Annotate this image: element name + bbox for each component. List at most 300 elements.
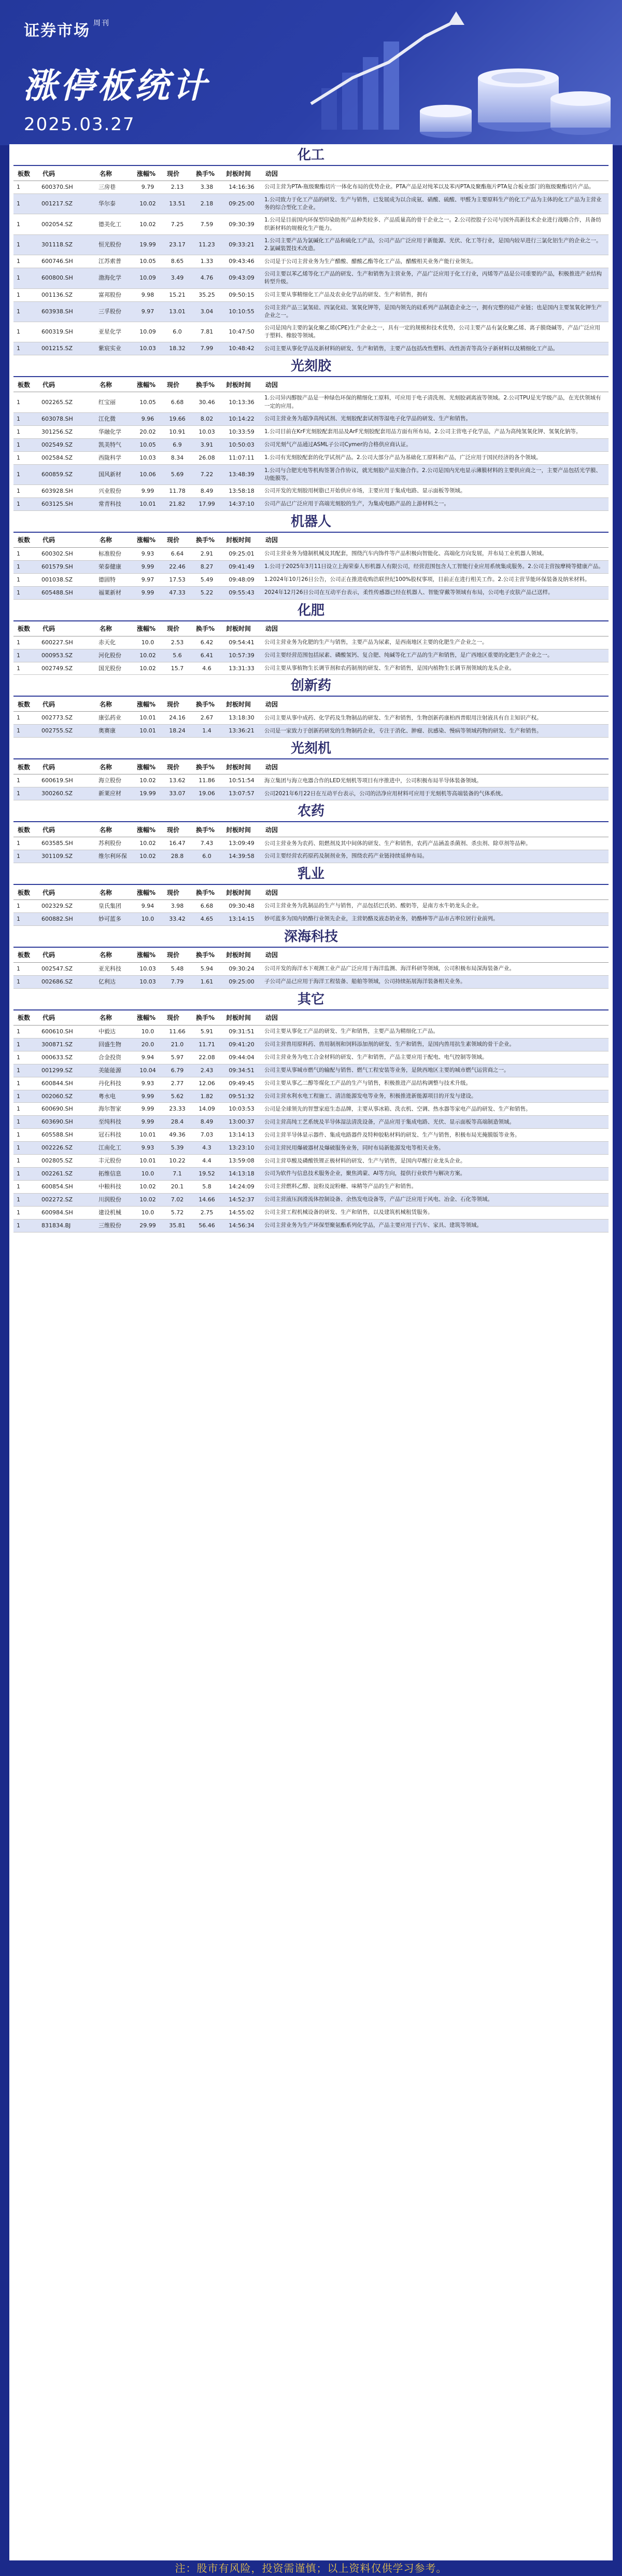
header-reason: 动因 — [261, 697, 609, 712]
cell-limit-time: 09:55:43 — [222, 586, 261, 599]
cell-turnover-pct: 3.38 — [192, 181, 222, 194]
cell-board-count: 1 — [13, 1090, 38, 1103]
stock-table — [13, 885, 609, 926]
cell-price: 6.0 — [163, 322, 192, 342]
cell-code: 600882.SH — [38, 913, 95, 926]
header-limit-time: 封板时间 — [222, 1010, 261, 1026]
cell-turnover-pct: 1.33 — [192, 255, 222, 268]
table-row — [13, 1168, 609, 1181]
cell-board-count: 1 — [13, 975, 38, 988]
cell-limit-time: 09:30:39 — [222, 214, 261, 234]
cell-code: 002686.SZ — [38, 975, 95, 988]
cell-code: 600844.SH — [38, 1077, 95, 1090]
cell-limit-time: 10:14:22 — [222, 412, 261, 425]
header-board-count: 板数 — [13, 885, 38, 900]
stock-table — [13, 377, 609, 511]
header-price: 现价 — [163, 759, 192, 774]
cell-change-pct: 19.99 — [133, 787, 163, 800]
cell-change-pct: 9.97 — [133, 301, 163, 322]
cell-board-count: 1 — [13, 425, 38, 438]
header-board-count: 板数 — [13, 377, 38, 392]
header-change-pct: 涨幅% — [133, 1010, 163, 1026]
section-title: 乳业 — [297, 866, 324, 882]
cell-limit-time: 10:57:39 — [222, 649, 261, 662]
section-title: 农药 — [297, 804, 324, 820]
section-title: 光刻胶 — [290, 358, 331, 375]
cell-reason: 公司主营业务为超净高纯试剂、光刻胶配套试剂等湿电子化学品的研发、生产和销售。 — [261, 412, 609, 425]
section-title: 化工 — [297, 147, 324, 163]
cell-stock-name: 紫宸实业 — [95, 342, 133, 355]
header-limit-time: 封板时间 — [222, 948, 261, 963]
table-row — [13, 1142, 609, 1155]
cell-stock-name: 新莱应材 — [95, 787, 133, 800]
section-title: 深海科技 — [284, 929, 338, 945]
cell-price: 15.21 — [163, 288, 192, 301]
cell-reason: 公司是全球领先的智慧家庭生态品牌，主要从事冰箱、洗衣机、空调、热水器等家电产品的研发、生产和销售。 — [261, 1103, 609, 1116]
cell-board-count: 1 — [13, 1051, 38, 1064]
cell-stock-name: 国风新材 — [95, 464, 133, 484]
cell-price: 7.25 — [163, 214, 192, 234]
cell-reason: 1.公司目前在KrF光刻胶配套用品及ArF光刻胶配套用品方面有所布局。2.公司主营电子化学品，产品为高纯氢氧化钾、氢氧化钠等。 — [261, 425, 609, 438]
cell-turnover-pct: 14.66 — [192, 1194, 222, 1207]
cell-limit-time: 14:13:18 — [222, 1168, 261, 1181]
cell-limit-time: 10:48:42 — [222, 342, 261, 355]
cell-limit-time: 13:09:49 — [222, 837, 261, 850]
cell-turnover-pct: 2.67 — [192, 712, 222, 725]
cell-price: 28.8 — [163, 850, 192, 863]
cell-price: 6.79 — [163, 1064, 192, 1077]
header-stock-name: 名称 — [95, 948, 133, 963]
header-limit-time: 封板时间 — [222, 759, 261, 774]
cell-price: 7.1 — [163, 1168, 192, 1181]
cell-stock-name: 华融化学 — [95, 425, 133, 438]
header-price: 现价 — [163, 822, 192, 837]
brand-logo — [24, 18, 110, 40]
header-limit-time: 封板时间 — [222, 697, 261, 712]
cell-board-count: 1 — [13, 322, 38, 342]
header-board-count: 板数 — [13, 822, 38, 837]
cell-board-count: 1 — [13, 1142, 38, 1155]
cell-change-pct: 10.0 — [133, 913, 163, 926]
cell-stock-name: 河化股份 — [95, 649, 133, 662]
cell-price: 49.36 — [163, 1129, 192, 1142]
cell-stock-name: 亿利达 — [95, 975, 133, 988]
table-row — [13, 850, 609, 863]
cell-stock-name: 国光股份 — [95, 662, 133, 675]
cell-turnover-pct: 5.94 — [192, 962, 222, 975]
header-reason: 动因 — [261, 533, 609, 548]
cell-change-pct: 10.09 — [133, 268, 163, 288]
header-stock-name: 名称 — [95, 1010, 133, 1026]
cell-stock-name: 拓维信息 — [95, 1168, 133, 1181]
cell-limit-time: 09:51:32 — [222, 1090, 261, 1103]
header-board-count: 板数 — [13, 621, 38, 636]
cell-turnover-pct: 10.03 — [192, 425, 222, 438]
cell-change-pct: 9.99 — [133, 485, 163, 498]
cell-price: 8.65 — [163, 255, 192, 268]
header-stock-name: 名称 — [95, 697, 133, 712]
cell-change-pct: 9.93 — [133, 1142, 163, 1155]
cell-reason: 子公司产品已应用于海洋工程装备、船舶等领域，公司持续拓展海洋装备相关业务。 — [261, 975, 609, 988]
cell-code: 002261.SZ — [38, 1168, 95, 1181]
cell-board-count: 1 — [13, 787, 38, 800]
cell-reason: 公司主要从事植物生长调节剂和农药制剂的研发、生产和销售，是国内植物生长调节剂领域的龙头企业。 — [261, 662, 609, 675]
cell-limit-time: 14:37:10 — [222, 497, 261, 510]
cell-code: 603078.SH — [38, 412, 95, 425]
section-2 — [9, 512, 613, 600]
cell-stock-name: 中毅达 — [95, 1025, 133, 1038]
cell-board-count: 1 — [13, 1103, 38, 1116]
table-row — [13, 900, 609, 913]
cell-price: 16.47 — [163, 837, 192, 850]
header-limit-time: 封板时间 — [222, 166, 261, 181]
cell-turnover-pct: 7.43 — [192, 837, 222, 850]
cell-stock-name: 三维股份 — [95, 1219, 133, 1232]
cell-turnover-pct: 35.25 — [192, 288, 222, 301]
header-change-pct: 涨幅% — [133, 166, 163, 181]
section-title: 创新药 — [290, 678, 331, 694]
cell-change-pct: 20.02 — [133, 425, 163, 438]
cell-code: 002060.SZ — [38, 1090, 95, 1103]
header-turnover-pct: 换手% — [192, 759, 222, 774]
cell-limit-time: 13:48:39 — [222, 464, 261, 484]
cell-price: 5.39 — [163, 1142, 192, 1155]
table-row — [13, 193, 609, 214]
cell-reason: 1.公司主要产品为氯碱化工产品和硫化工产品，公司产品广泛应用于新能源、光伏、化工等行业，是国内较早进行三氯化铝生产的企业之一。2.氯碱装置技术改造。 — [261, 234, 609, 255]
cell-code: 001038.SZ — [38, 573, 95, 586]
cell-reason: 公司主营工程机械设备的研发、生产和销售，以及建筑机械租赁服务。 — [261, 1206, 609, 1219]
stock-table — [13, 948, 609, 989]
cell-limit-time: 13:00:37 — [222, 1116, 261, 1129]
cell-stock-name: 凯美特气 — [95, 438, 133, 451]
cell-change-pct: 10.04 — [133, 1064, 163, 1077]
cell-reason: 公司开发的光刻胶用树脂已开始供应市场，主要应用于集成电路、显示面板等领域。 — [261, 485, 609, 498]
header-board-count: 板数 — [13, 166, 38, 181]
header-price: 现价 — [163, 533, 192, 548]
cell-turnover-pct: 26.08 — [192, 451, 222, 464]
cell-reason: 公司为软件与信息技术服务企业，聚焦鸿蒙、AI等方向，提供行业软件与解决方案。 — [261, 1168, 609, 1181]
cell-turnover-pct: 2.43 — [192, 1064, 222, 1077]
table-row — [13, 288, 609, 301]
cell-code: 002265.SZ — [38, 392, 95, 412]
cell-change-pct: 10.02 — [133, 774, 163, 787]
cell-turnover-pct: 8.02 — [192, 412, 222, 425]
cell-code: 300871.SZ — [38, 1038, 95, 1051]
cell-board-count: 1 — [13, 1206, 38, 1219]
header-limit-time: 封板时间 — [222, 377, 261, 392]
cell-turnover-pct: 7.99 — [192, 342, 222, 355]
cell-change-pct: 9.99 — [133, 1103, 163, 1116]
cell-limit-time: 13:18:30 — [222, 712, 261, 725]
cell-limit-time: 09:31:51 — [222, 1025, 261, 1038]
cell-reason: 公司主营水利水电工程施工、清洁能源发电等业务，积极推进新能源项目的开发与建设。 — [261, 1090, 609, 1103]
cell-limit-time: 13:07:57 — [222, 787, 261, 800]
table-row — [13, 586, 609, 599]
cell-stock-name: 亚光科技 — [95, 962, 133, 975]
header-code: 代码 — [38, 822, 95, 837]
cell-code: 002584.SZ — [38, 451, 95, 464]
cell-price: 35.81 — [163, 1219, 192, 1232]
cell-stock-name: 赤天化 — [95, 636, 133, 649]
cell-board-count: 1 — [13, 1129, 38, 1142]
cell-reason: 公司主要从事中成药、化学药及生物制品的研发、生产和销售，生物创新药康柏西普眼用注射液具有自主知识产权。 — [261, 712, 609, 725]
header-reason: 动因 — [261, 1010, 609, 1026]
table-row — [13, 649, 609, 662]
header-change-pct: 涨幅% — [133, 533, 163, 548]
cell-turnover-pct: 17.99 — [192, 497, 222, 510]
cell-reason: 公司主要经营农药原药及制剂业务，围绕农药产业链持续延伸布局。 — [261, 850, 609, 863]
cell-code: 002272.SZ — [38, 1194, 95, 1207]
cell-board-count: 1 — [13, 900, 38, 913]
cell-code: 002226.SZ — [38, 1142, 95, 1155]
table-row — [13, 1090, 609, 1103]
cell-board-count: 1 — [13, 451, 38, 464]
cell-limit-time: 10:47:50 — [222, 322, 261, 342]
header-price: 现价 — [163, 377, 192, 392]
header-turnover-pct: 换手% — [192, 948, 222, 963]
cell-board-count: 1 — [13, 412, 38, 425]
cell-stock-name: 恒光股份 — [95, 234, 133, 255]
cell-turnover-pct: 6.0 — [192, 850, 222, 863]
cell-change-pct: 10.03 — [133, 975, 163, 988]
cell-limit-time: 13:14:13 — [222, 1129, 261, 1142]
table-row — [13, 560, 609, 573]
cell-change-pct: 29.99 — [133, 1219, 163, 1232]
cell-reason: 公司主营为PTA-瓶级聚酯切片一体化布局的优势企业。PTA产品是对纯苯以及苯丙PTA及聚酯瓶片PTA复合板业部门的瓶级聚酯切片产品。 — [261, 181, 609, 194]
cell-stock-name: 常青科技 — [95, 497, 133, 510]
header-code: 代码 — [38, 697, 95, 712]
section-7 — [9, 864, 613, 926]
header-code: 代码 — [38, 377, 95, 392]
header-price: 现价 — [163, 166, 192, 181]
cell-price: 5.6 — [163, 649, 192, 662]
cell-limit-time: 09:41:20 — [222, 1038, 261, 1051]
cell-code: 600302.SH — [38, 547, 95, 560]
cell-limit-time: 13:58:18 — [222, 485, 261, 498]
table-row — [13, 1181, 609, 1194]
cell-reason: 公司开发的海洋水下观测工业产品广泛应用于海洋监测、海洋科研等领域，公司积极布局深海装备产业。 — [261, 962, 609, 975]
cell-board-count: 1 — [13, 662, 38, 675]
cell-reason: 公司主要从事精细化工产品及农业化学品的研发、生产和销售，拥有 — [261, 288, 609, 301]
header-limit-time: 封板时间 — [222, 533, 261, 548]
cell-change-pct: 9.93 — [133, 1077, 163, 1090]
cell-price: 23.33 — [163, 1103, 192, 1116]
cell-change-pct: 10.02 — [133, 649, 163, 662]
cell-reason: 公司主营兽用原料药、兽用制剂和饲料添加剂的研发、生产和销售，是国内兽用抗生素领域的骨干企业。 — [261, 1038, 609, 1051]
header-reason: 动因 — [261, 166, 609, 181]
header-reason: 动因 — [261, 948, 609, 963]
cell-limit-time: 10:10:55 — [222, 301, 261, 322]
header-price: 现价 — [163, 948, 192, 963]
cell-reason: 公司主营业务为农药、阻燃剂及其中间体的研发、生产和销售，农药产品涵盖杀菌剂、杀虫剂、除草剂等品种。 — [261, 837, 609, 850]
cell-turnover-pct: 4.3 — [192, 1142, 222, 1155]
cell-board-count: 1 — [13, 1025, 38, 1038]
section-title: 其它 — [297, 991, 324, 1007]
cell-stock-name: 富邦股份 — [95, 288, 133, 301]
header-code: 代码 — [38, 759, 95, 774]
cell-code: 600227.SH — [38, 636, 95, 649]
cell-code: 000633.SZ — [38, 1051, 95, 1064]
table-row — [13, 412, 609, 425]
cell-reason: 公司主营业务为生产环保型聚氨酯系列化学品，产品主要应用于汽车、家具、建筑等领域。 — [261, 1219, 609, 1232]
cell-limit-time: 14:24:09 — [222, 1181, 261, 1194]
cell-limit-time: 14:56:34 — [222, 1219, 261, 1232]
cell-turnover-pct: 2.91 — [192, 547, 222, 560]
cell-board-count: 1 — [13, 497, 38, 510]
table-row — [13, 837, 609, 850]
cell-turnover-pct: 5.49 — [192, 573, 222, 586]
cell-code: 301118.SZ — [38, 234, 95, 255]
cell-stock-name: 亚星化学 — [95, 322, 133, 342]
header-price: 现价 — [163, 885, 192, 900]
cell-stock-name: 江苏索普 — [95, 255, 133, 268]
cell-change-pct: 19.99 — [133, 234, 163, 255]
cell-limit-time: 10:03:53 — [222, 1103, 261, 1116]
cell-code: 600800.SH — [38, 268, 95, 288]
header-change-pct: 涨幅% — [133, 948, 163, 963]
cell-price: 11.66 — [163, 1025, 192, 1038]
header-limit-time: 封板时间 — [222, 822, 261, 837]
cell-stock-name: 丰元股份 — [95, 1155, 133, 1168]
cell-reason: 1.2024年10月26日公告，公司正在推进收购浩联世纪100%股权事项，目前正在进行相关工作。2.公司主营节能环保装备及纳米材料。 — [261, 573, 609, 586]
header-change-pct: 涨幅% — [133, 621, 163, 636]
header-code: 代码 — [38, 1010, 95, 1026]
cell-code: 603690.SH — [38, 1116, 95, 1129]
cell-stock-name: 标准股份 — [95, 547, 133, 560]
cell-limit-time: 13:23:10 — [222, 1142, 261, 1155]
cell-change-pct: 9.93 — [133, 547, 163, 560]
cell-turnover-pct: 30.46 — [192, 392, 222, 412]
header-reason: 动因 — [261, 621, 609, 636]
cell-stock-name: 奥赛康 — [95, 725, 133, 738]
cell-board-count: 1 — [13, 560, 38, 573]
cell-board-count: 1 — [13, 268, 38, 288]
cell-code: 600746.SH — [38, 255, 95, 268]
coins-chart-decoration-icon — [290, 0, 622, 145]
cell-code: 001217.SZ — [38, 193, 95, 214]
cell-price: 2.53 — [163, 636, 192, 649]
cell-stock-name: 江南化工 — [95, 1142, 133, 1155]
cell-price: 20.1 — [163, 1181, 192, 1194]
table-header-row — [13, 697, 609, 712]
header-turnover-pct: 换手% — [192, 822, 222, 837]
table-header-row — [13, 885, 609, 900]
cell-stock-name: 海立股份 — [95, 774, 133, 787]
cell-limit-time: 09:44:04 — [222, 1051, 261, 1064]
cell-stock-name: 康弘药业 — [95, 712, 133, 725]
cell-limit-time: 10:51:54 — [222, 774, 261, 787]
cell-turnover-pct: 5.22 — [192, 586, 222, 599]
cell-turnover-pct: 56.46 — [192, 1219, 222, 1232]
cell-limit-time: 09:54:41 — [222, 636, 261, 649]
cell-change-pct: 10.01 — [133, 497, 163, 510]
cell-stock-name: 苏利股份 — [95, 837, 133, 850]
cell-turnover-pct: 7.59 — [192, 214, 222, 234]
cell-stock-name: 粤水电 — [95, 1090, 133, 1103]
header-turnover-pct: 换手% — [192, 377, 222, 392]
cell-reason: 公司主营半导体显示器件、集成电路器件及特种胶粘材料的研发、生产与销售，积极布局光掩膜版等业务。 — [261, 1129, 609, 1142]
cell-reason: 公司主营业务为乳制品的生产与销售，产品包括巴氏奶、酸奶等，是南方水牛奶龙头企业。 — [261, 900, 609, 913]
table-row — [13, 662, 609, 675]
table-row — [13, 1155, 609, 1168]
table-row — [13, 1116, 609, 1129]
cell-reason: 海立集团与海立电器合作的LED光刻机等项目有序推进中，公司积极布局半导体装备领域。 — [261, 774, 609, 787]
cell-reason: 1.公司异丙醇胺产品是一种绿色环保的精细化工原料，可应用于电子清洗剂、光刻胶剥离液等领域。2.公司TPU是光学级产品，在光伏领域有一定的应用。 — [261, 392, 609, 412]
header-price: 现价 — [163, 697, 192, 712]
table-row — [13, 234, 609, 255]
cell-code: 301256.SZ — [38, 425, 95, 438]
table-row — [13, 497, 609, 510]
cell-reason: 妙可蓝多为国内奶酪行业领先企业，主营奶酪及液态奶业务，奶酪棒等产品市占率位居行业前列。 — [261, 913, 609, 926]
section-title: 机器人 — [290, 514, 331, 530]
header-code: 代码 — [38, 948, 95, 963]
table-row — [13, 1206, 609, 1219]
cell-price: 19.66 — [163, 412, 192, 425]
cell-price: 11.78 — [163, 485, 192, 498]
cell-change-pct: 9.99 — [133, 1116, 163, 1129]
cell-code: 600984.SH — [38, 1206, 95, 1219]
cell-price: 13.62 — [163, 774, 192, 787]
header-stock-name: 名称 — [95, 377, 133, 392]
cell-board-count: 1 — [13, 913, 38, 926]
table-row — [13, 464, 609, 484]
cell-limit-time: 09:25:00 — [222, 975, 261, 988]
cell-turnover-pct: 8.27 — [192, 560, 222, 573]
cell-price: 18.24 — [163, 725, 192, 738]
cell-turnover-pct: 12.06 — [192, 1077, 222, 1090]
header-stock-name: 名称 — [95, 533, 133, 548]
cell-code: 002329.SZ — [38, 900, 95, 913]
cell-change-pct: 9.99 — [133, 560, 163, 573]
cell-limit-time: 14:55:02 — [222, 1206, 261, 1219]
cell-code: 301109.SZ — [38, 850, 95, 863]
header-code: 代码 — [38, 621, 95, 636]
cell-price: 24.16 — [163, 712, 192, 725]
cell-price: 22.46 — [163, 560, 192, 573]
table-row — [13, 712, 609, 725]
table-row — [13, 774, 609, 787]
table-row — [13, 975, 609, 988]
cell-price: 10.91 — [163, 425, 192, 438]
cell-change-pct: 9.99 — [133, 1090, 163, 1103]
cell-limit-time: 10:33:59 — [222, 425, 261, 438]
header-board-count: 板数 — [13, 533, 38, 548]
cell-change-pct: 10.03 — [133, 342, 163, 355]
table-row — [13, 725, 609, 738]
cell-price: 5.97 — [163, 1051, 192, 1064]
cell-stock-name: 丹化科技 — [95, 1077, 133, 1090]
cell-board-count: 1 — [13, 1194, 38, 1207]
stock-table — [13, 533, 609, 600]
cell-price: 13.01 — [163, 301, 192, 322]
cell-change-pct: 10.01 — [133, 712, 163, 725]
cell-change-pct: 10.05 — [133, 438, 163, 451]
header-board-count: 板数 — [13, 948, 38, 963]
cell-turnover-pct: 8.49 — [192, 1116, 222, 1129]
stock-table — [13, 621, 609, 675]
cell-turnover-pct: 6.42 — [192, 636, 222, 649]
table-header-row — [13, 948, 609, 963]
cell-board-count: 1 — [13, 962, 38, 975]
cell-change-pct: 10.03 — [133, 962, 163, 975]
cell-board-count: 1 — [13, 850, 38, 863]
table-row — [13, 1064, 609, 1077]
section-8 — [9, 927, 613, 989]
cell-reason: 1.公司有光刻胶配套的化学试剂产品。2.公司大部分产品为基础化工原料和产品，广泛应用于国民经济的各个领域。 — [261, 451, 609, 464]
section-1 — [9, 356, 613, 511]
cell-code: 001136.SZ — [38, 288, 95, 301]
cell-board-count: 1 — [13, 1168, 38, 1181]
